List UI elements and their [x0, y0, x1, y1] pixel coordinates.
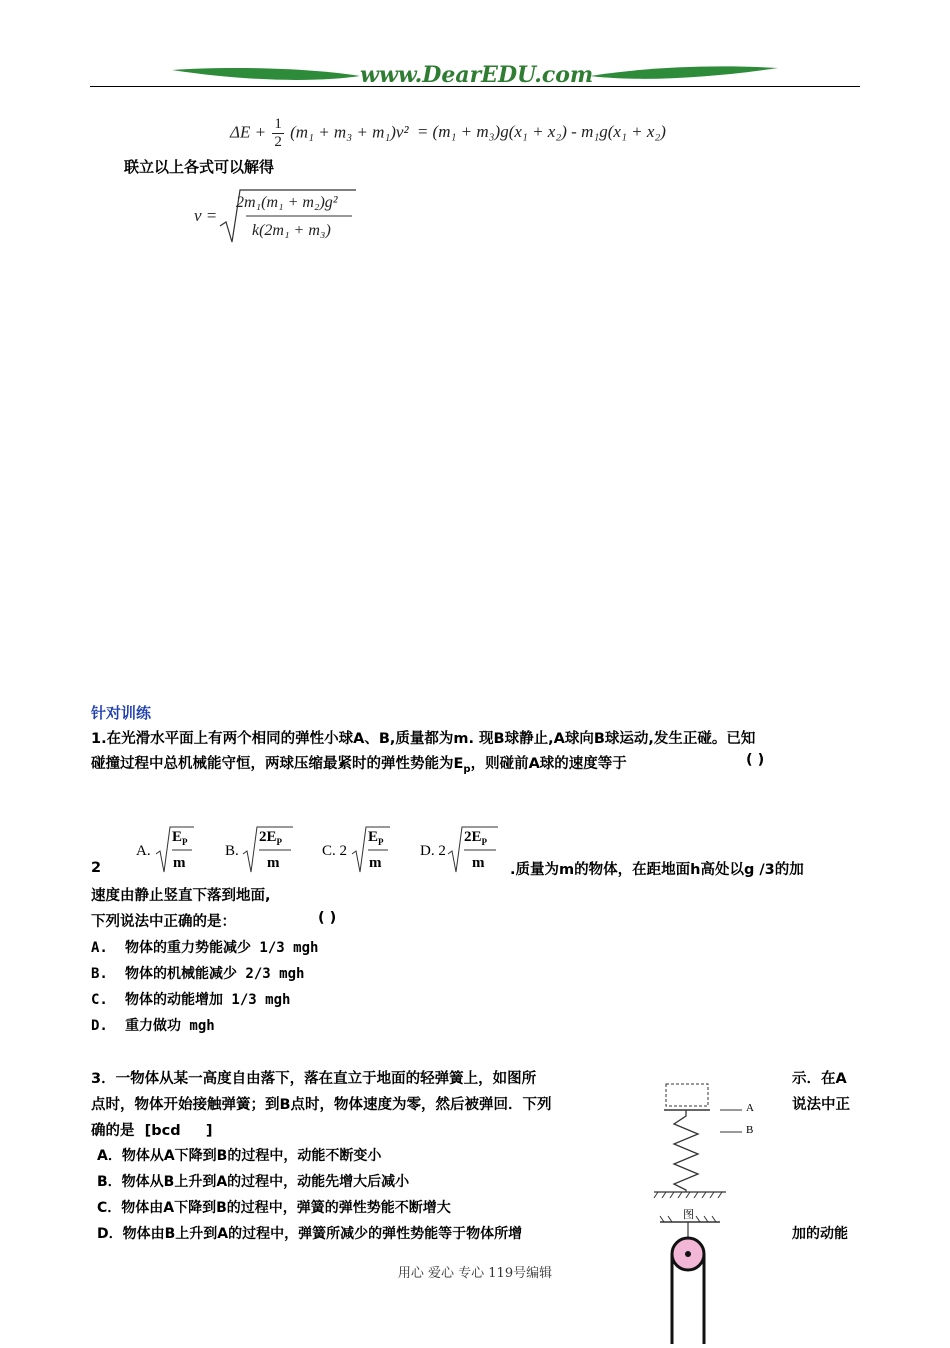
- q3-line3: 确的是 [bcd ]: [91, 1123, 213, 1139]
- figure-caption: 图: [683, 1208, 694, 1221]
- q3-option-d[interactable]: D．物体由B上升到A的过程中，弹簧所减少的弹性势能等于物体所增: [97, 1226, 523, 1242]
- logo-text: www.DearEDU.com: [360, 62, 594, 88]
- q1-option-c-label: C. 2: [322, 843, 348, 859]
- formula-energy-rhs: = (m₁ + m₃)g(x₁ + x₂) - m₁g(x₁ + x₂): [416, 122, 666, 142]
- q2-number: 2: [91, 860, 102, 876]
- formula-energy-lhs-rest: (m₁ + m₃ + m₁)v²: [290, 122, 409, 142]
- q1-line1: 1.在光滑水平面上有两个相同的弹性小球A、B,质量都为m. 现B球静止,A球向B球运动,发生正碰。已知: [91, 731, 756, 747]
- q2-line1-tail: .质量为m的物体，在距地面h高处以g /3的加: [510, 862, 804, 878]
- q2-option-c[interactable]: C. 物体的动能增加 1/3 mgh: [91, 992, 291, 1008]
- q2-option-d[interactable]: D. 重力做功 mgh: [91, 1018, 215, 1034]
- q1-line2-sub: p: [463, 763, 471, 775]
- formula-velocity-lhs: v =: [194, 206, 218, 225]
- spring-label-b: B: [746, 1124, 754, 1136]
- q3-line2-right: 说法中正: [792, 1097, 850, 1113]
- q1-option-d-num: $2E_P$: [464, 829, 488, 847]
- q1-option-b-den: m: [267, 855, 280, 871]
- header-logo: [170, 60, 780, 94]
- fraction-numerator: 1: [274, 116, 282, 132]
- q1-option-c-den: m: [369, 855, 382, 871]
- formula-energy-fraction: [272, 116, 284, 151]
- q1-option-a-label: A.: [136, 843, 151, 859]
- q3-line1-right: 示．在A: [792, 1071, 847, 1087]
- q3-option-b[interactable]: B．物体从B上升到A的过程中，动能先增大后减小: [97, 1174, 410, 1190]
- q2-option-d-text: 重力做功 mgh: [125, 1018, 215, 1034]
- q2-option-a-text: 物体的重力势能减少 1/3 mgh: [125, 940, 319, 956]
- q2-option-b-text: 物体的机械能减少 2/3 mgh: [125, 966, 305, 982]
- q3-line1: 3．一物体从某一高度自由落下，落在直立于地面的轻弹簧上，如图所: [91, 1071, 537, 1087]
- header-rule: [90, 86, 860, 87]
- q1-option-d-den: m: [472, 855, 485, 871]
- q3-option-c[interactable]: C．物体由A下降到B的过程中，弹簧的弹性势能不断增大: [97, 1200, 451, 1216]
- q3-option-a[interactable]: A．物体从A下降到B的过程中，动能不断变小: [97, 1148, 382, 1164]
- q2-option-b[interactable]: B. 物体的机械能减少 2/3 mgh: [91, 966, 305, 982]
- q1-option-a-den: m: [173, 855, 186, 871]
- page-footer: 用心 爱心 专心 119号编辑: [397, 1266, 553, 1281]
- solve-text: 联立以上各式可以解得: [124, 158, 275, 176]
- formula-energy-lhs: ΔE +: [230, 122, 267, 142]
- q1-line2-text: 碰撞过程中总机械能守恒，两球压缩最紧时的弹性势能为E: [91, 756, 464, 772]
- q1-line2: [91, 752, 627, 775]
- fraction-denominator: 2: [274, 134, 282, 150]
- q2-line3: 下列说法中正确的是：: [91, 914, 236, 930]
- formula-velocity-denominator: k(2m₁ + m₃): [252, 222, 331, 239]
- q1-option-b-num: $2E_P$: [259, 829, 283, 847]
- formula-velocity-numerator: 2m₁(m₁ + m₂)g²: [236, 194, 338, 211]
- q2-option-c-text: 物体的动能增加 1/3 mgh: [125, 992, 291, 1008]
- q2-answer-paren: ( ): [318, 910, 337, 926]
- q1-options: [136, 824, 516, 878]
- q1-option-b-label: B.: [225, 843, 239, 859]
- q1-option-a-num: $E_P$: [172, 829, 188, 847]
- q1-option-d-label: D. 2: [420, 843, 446, 859]
- q1-answer-paren: ( ): [746, 752, 765, 768]
- spring-diagram: [650, 1080, 780, 1344]
- q3-line2: 点时，物体开始接触弹簧；到B点时，物体速度为零，然后被弹回．下列: [91, 1097, 552, 1113]
- section-title: 针对训练: [91, 704, 152, 722]
- q1-line2-rest: ，则碰前A球的速度等于: [470, 756, 627, 772]
- q1-option-c-num: $E_P$: [368, 829, 384, 847]
- formula-energy: [230, 116, 666, 151]
- spring-label-a: A: [746, 1102, 754, 1114]
- q2-line2: 速度由静止竖直下落到地面,: [91, 888, 271, 904]
- spring-figure: [650, 1080, 780, 1344]
- q3-option-d-right: 加的动能: [792, 1226, 848, 1242]
- q2-option-a[interactable]: A. 物体的重力势能减少 1/3 mgh: [91, 940, 319, 956]
